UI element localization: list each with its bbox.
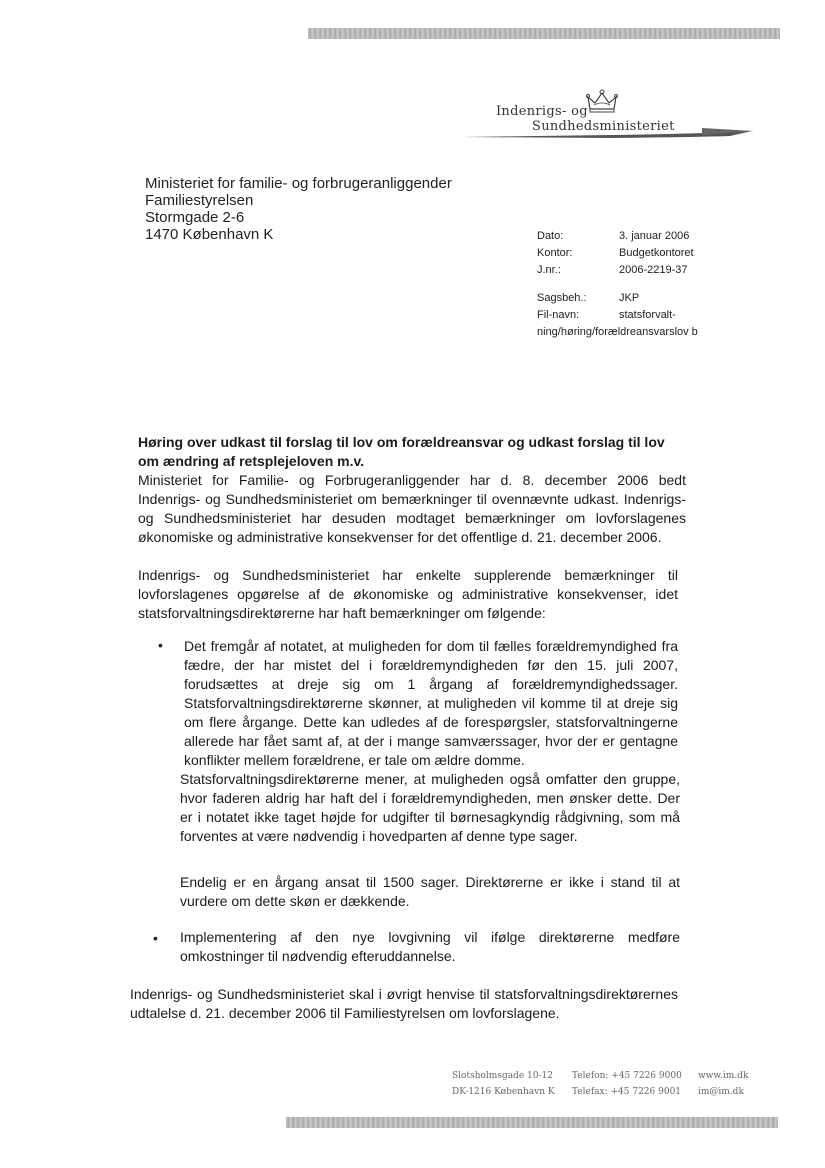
meta-value: ning/høring/forældreansvarslov b — [537, 326, 698, 338]
bullet-paragraph: Endelig er en årgang ansat til 1500 sager. Direktørerne er ikke i stand til at vurdere om dette skøn er dækkende. — [180, 874, 680, 909]
meta-label: J.nr.: — [537, 264, 561, 276]
crown-icon — [584, 89, 620, 115]
footer-address — [452, 1068, 555, 1100]
meta-row-filnavn — [537, 307, 698, 324]
footer-email: im@im.dk — [698, 1087, 744, 1097]
logo-text-line2: Sundhedsministeriet — [532, 119, 675, 134]
meta-row-filnavn-cont — [537, 324, 698, 341]
meta-value: 2006-2219-37 — [619, 264, 688, 276]
scan-header-bar — [308, 28, 780, 39]
meta-row-jnr — [537, 262, 694, 279]
paragraph: Indenrigs- og Sundhedsministeriet skal i øvrigt henvise til statsforvaltningsdirektørernes udtalelse d. 21. december 2006 til Familiestyrelsen om lovforslagene. — [130, 986, 678, 1021]
ministry-logo — [462, 85, 762, 155]
meta-value: statsforvalt- — [619, 309, 676, 321]
bullet-icon: • — [153, 930, 158, 946]
recipient-line: Stormgade 2-6 — [145, 209, 245, 226]
meta-row-sagsbeh — [537, 290, 698, 307]
meta-label: Fil-navn: — [537, 309, 580, 321]
meta-label: Dato: — [537, 230, 564, 242]
recipient-line: Familiestyrelsen — [145, 192, 254, 209]
footer-website: www.im.dk — [698, 1071, 749, 1081]
recipient-line: Ministeriet for familie- og forbrugeranliggender — [145, 175, 452, 192]
scan-footer-bar — [286, 1117, 778, 1128]
meta-value: JKP — [619, 292, 640, 304]
meta-value: Budgetkontoret — [619, 247, 694, 259]
paragraph: Ministeriet for Familie- og Forbrugeranliggender har d. 8. december 2006 bedt Indenrigs- og Sundhedsministeriet om bemærkninger til ovennævnte udkast. Indenrigs- og Sundhedsministeriet har desuden modtaget bemærkninger om lovforslagenes økonomiske og administrative konsekvenser for det offentlige d. 21. december 2006. — [138, 472, 686, 545]
footer-web — [698, 1068, 748, 1100]
logo-text-line1: Indenrigs- og — [496, 104, 588, 119]
bullet-paragraph: Statsforvaltningsdirektørerne mener, at muligheden også omfatter den gruppe, hvor faderen aldrig har haft del i forældremyndigheden, men ønsker dette. Der er i notatet ikke taget højde for udgifter til børnesagkyndig rådgivning, som må forventes at være nødvendig i hovedparten af denne type sager. — [180, 771, 680, 844]
recipient-address — [145, 175, 452, 243]
recipient-line: 1470 København K — [145, 226, 274, 243]
meta-row-dato — [537, 228, 694, 245]
footer-telefax: Telefax: +45 7226 9001 — [572, 1087, 682, 1097]
meta-value: 3. januar 2006 — [619, 230, 690, 242]
letter-subject: Høring over udkast til forslag til lov om forældreansvar og udkast forslag til lov om ændring af retsplejeloven m.v. — [138, 434, 665, 469]
bullet-paragraph: Implementering af den nye lovgivning vil ifølge direktørerne medføre omkostninger til nødvendig efteruddannelse. — [180, 929, 680, 964]
paragraph: Indenrigs- og Sundhedsministeriet har enkelte supplerende bemærkninger til lovforslagenes opgørelse af de økonomiske og administrative konsekvenser, idet statsforvaltningsdirektørerne har haft bemærkninger om følgende: — [138, 567, 678, 621]
meta-label: Kontor: — [537, 247, 573, 259]
bullet-paragraph: Det fremgår af notatet, at muligheden for dom til fælles forældremyndighed fra fædre, der har mistet del i forældremyndigheden før den 15. juli 2007, forudsættes at dreje sig om 1 årgang af forældremyndighedssager. Statsforvaltningsdirektørerne skønner, at muligheden vil komme til at dreje sig om flere årgange. Dette kan udledes af de forespørgsler, statsforvaltningerne allerede har fået samt af, at der i mange samværssager, hvor der er gentagne konflikter mellem forældrene, er tale om ældre domme. — [184, 638, 678, 768]
footer-phone — [572, 1068, 682, 1100]
letter-metadata — [537, 228, 694, 279]
bullet-icon: • — [158, 637, 163, 653]
letter-metadata-case — [537, 290, 698, 341]
swoosh-icon — [462, 121, 762, 145]
footer-city: DK-1216 København K — [452, 1087, 555, 1097]
meta-row-kontor — [537, 245, 694, 262]
footer-street: Slotsholmsgade 10-12 — [452, 1071, 553, 1081]
meta-label: Sagsbeh.: — [537, 292, 587, 304]
footer-telefon: Telefon: +45 7226 9000 — [572, 1071, 682, 1081]
